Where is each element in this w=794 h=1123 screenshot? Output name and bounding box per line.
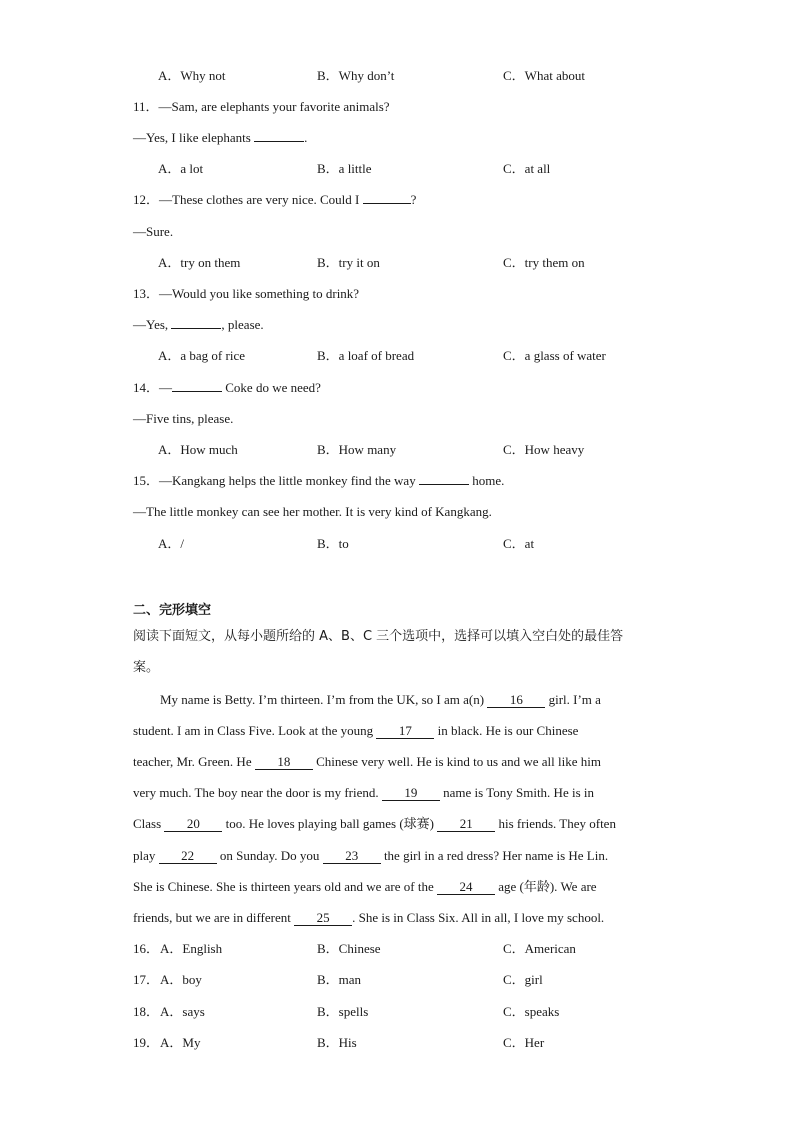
- q14-option-b: B．How many: [317, 442, 397, 457]
- q12-option-a: A．try on them: [158, 255, 241, 270]
- q10-option-a: A．Why not: [158, 68, 226, 83]
- q14-option-c: C．How heavy: [503, 442, 585, 457]
- q14-stem: [133, 380, 321, 396]
- q15-option-b: B．to: [317, 536, 349, 551]
- passage-text: My name is Betty. I’m thirteen. I’m from the UK, so I am a(n): [160, 692, 488, 707]
- passage-text: age (年龄). We are: [494, 879, 597, 894]
- q11-reply: [133, 130, 307, 146]
- q11-stem: 11．—Sam, are elephants your favorite animals?: [133, 99, 390, 114]
- passage-text: student. I am in Class Five. Look at the young: [133, 723, 377, 738]
- q15-reply: —The little monkey can see her mother. It is very kind of Kangkang.: [133, 504, 492, 519]
- q12-reply: —Sure.: [133, 224, 174, 239]
- option-b: B．His: [317, 1035, 357, 1050]
- option-a: A．English: [160, 941, 223, 956]
- q11-option-a: A．a lot: [158, 161, 204, 176]
- q13-option-c: C．a glass of water: [503, 348, 606, 363]
- blank-17: 17: [376, 724, 434, 739]
- q15-blank: [419, 484, 469, 485]
- section-instruction-line2: 案。: [133, 660, 160, 675]
- blank-16: 16: [487, 693, 545, 708]
- passage-text: Class: [133, 816, 165, 831]
- question-number: 19．: [133, 1035, 160, 1050]
- passage-text: teacher, Mr. Green. He: [133, 754, 255, 769]
- q11-reply-end: .: [304, 130, 308, 145]
- q13-reply-text: —Yes,: [133, 317, 172, 332]
- passage-text: the girl in a red dress? Her name is He Lin.: [380, 848, 609, 863]
- q15-stem: [133, 473, 504, 489]
- passage-text: friends, but we are in different: [133, 910, 295, 925]
- option-c: C．American: [503, 941, 576, 956]
- q14-reply: —Five tins, please.: [133, 411, 234, 426]
- option-b: B．Chinese: [317, 941, 381, 956]
- passage-line: [160, 692, 601, 708]
- q11-option-b: B．a little: [317, 161, 372, 176]
- q14-blank: [172, 391, 222, 392]
- q11-blank: [254, 141, 304, 142]
- option-a: A．My: [160, 1035, 201, 1050]
- option-c: C．speaks: [503, 1004, 560, 1019]
- blank-21: 21: [437, 817, 495, 832]
- blank-20: 20: [164, 817, 222, 832]
- passage-text: too. He loves playing ball games (球赛): [222, 816, 438, 831]
- option-a: A．boy: [160, 972, 202, 987]
- blank-18: 18: [255, 755, 313, 770]
- section-instruction-line1: 阅读下面短文，从每小题所给的 A、B、C 三个选项中，选择可以填入空白处的最佳答: [133, 629, 624, 644]
- blank-23: 23: [323, 849, 381, 864]
- passage-text: . She is in Class Six. All in all, I love my school.: [352, 910, 605, 925]
- q10-option-b: B．Why don’t: [317, 68, 395, 83]
- q13-option-b: B．a loaf of bread: [317, 348, 415, 363]
- q13-reply: [133, 317, 264, 333]
- option-b: B．man: [317, 972, 362, 987]
- passage-text: in black. He is our Chinese: [434, 723, 579, 738]
- q12-option-b: B．try it on: [317, 255, 380, 270]
- q14-stem-end: Coke do we need?: [222, 380, 321, 395]
- question-number: 17．: [133, 972, 160, 987]
- option-c: C．Her: [503, 1035, 545, 1050]
- q14-option-a: A．How much: [158, 442, 238, 457]
- passage-line: [133, 848, 608, 864]
- passage-text: his friends. They often: [495, 816, 616, 831]
- blank-24: 24: [437, 880, 495, 895]
- option-a: A．says: [160, 1004, 205, 1019]
- passage-line: [133, 879, 597, 895]
- passage-text: on Sunday. Do you: [216, 848, 323, 863]
- q13-stem: 13．—Would you like something to drink?: [133, 286, 360, 301]
- q15-stem-end: home.: [468, 473, 505, 488]
- q15-option-a: A．/: [158, 536, 185, 551]
- passage-line: [133, 754, 601, 770]
- q13-option-a: A．a bag of rice: [158, 348, 245, 363]
- q12-stem-text: 12．—These clothes are very nice. Could I: [133, 192, 363, 207]
- passage-text: Chinese very well. He is kind to us and we all like him: [312, 754, 601, 769]
- blank-25: 25: [294, 911, 352, 926]
- q13-reply-end: , please.: [221, 317, 264, 332]
- section-heading: 二、完形填空: [133, 603, 212, 618]
- passage-text: very much. The boy near the door is my friend.: [133, 785, 382, 800]
- q11-reply-text: —Yes, I like elephants: [133, 130, 255, 145]
- passage-line: [133, 816, 616, 832]
- passage-line: [133, 785, 594, 801]
- option-c: C．girl: [503, 972, 543, 987]
- q12-stem-end: ?: [410, 192, 417, 207]
- passage-text: name is Tony Smith. He is in: [439, 785, 595, 800]
- passage-line: [133, 910, 604, 926]
- q10-option-c: C．What about: [503, 68, 585, 83]
- q11-option-c: C．at all: [503, 161, 551, 176]
- passage-text: girl. I’m a: [545, 692, 601, 707]
- blank-22: 22: [159, 849, 217, 864]
- q12-blank: [363, 203, 411, 204]
- q13-blank: [171, 328, 221, 329]
- passage-text: play: [133, 848, 159, 863]
- passage-text: She is Chinese. She is thirteen years old and we are of the: [133, 879, 437, 894]
- q12-stem: [133, 192, 416, 208]
- question-number: 18．: [133, 1004, 160, 1019]
- question-number: 16．: [133, 941, 160, 956]
- passage-line: [133, 723, 578, 739]
- option-b: B．spells: [317, 1004, 369, 1019]
- q15-stem-text: 15．—Kangkang helps the little monkey find the way: [133, 473, 419, 488]
- q15-option-c: C．at: [503, 536, 535, 551]
- q14-stem-text: 14．—: [133, 380, 173, 395]
- q12-option-c: C．try them on: [503, 255, 585, 270]
- blank-19: 19: [382, 786, 440, 801]
